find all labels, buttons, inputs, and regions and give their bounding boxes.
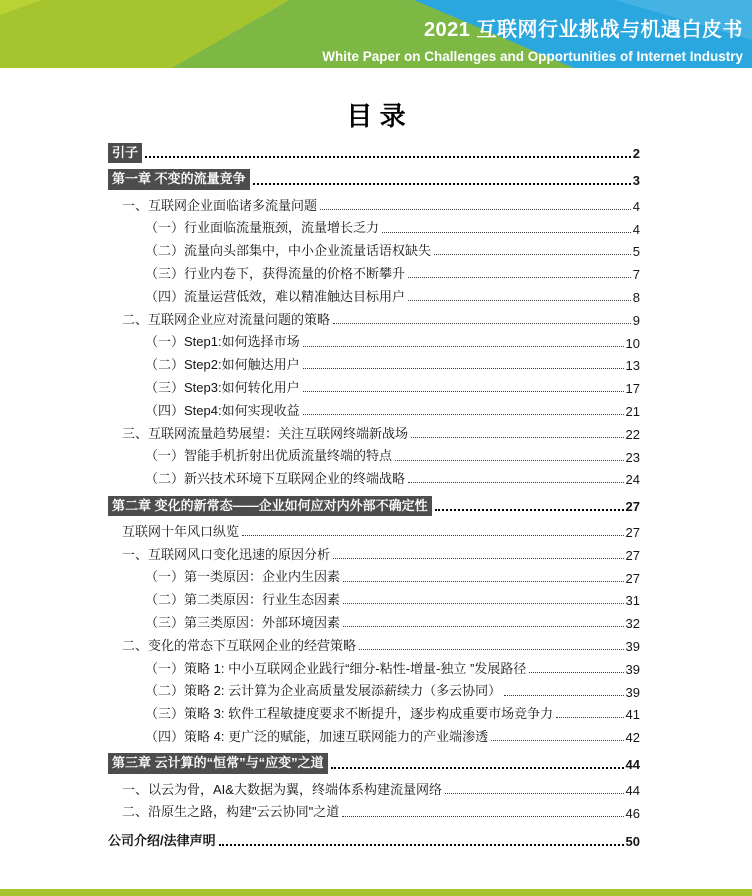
toc-entry-label: （二）第二类原因：行业生态因素	[145, 592, 341, 608]
toc-entry-label: 第一章 不变的流量竞争	[108, 169, 250, 189]
toc-entry-label: 二、变化的常态下互联网企业的经营策略	[122, 637, 357, 653]
dot-leader	[382, 232, 631, 233]
toc-entry[interactable]	[108, 493, 640, 516]
toc-entry-page: 44	[625, 782, 640, 798]
toc-entry-label: （三）策略 3: 软件工程敏捷度要求不断提升，逐步构成重要市场竞争力	[145, 706, 554, 722]
toc-entry-page: 5	[632, 244, 640, 260]
toc-entry[interactable]	[108, 610, 640, 633]
toc-list	[108, 137, 640, 851]
toc-entry-page: 2	[632, 146, 640, 162]
toc-entry[interactable]	[108, 800, 640, 823]
toc-entry-page: 31	[625, 593, 640, 609]
report-subtitle: White Paper on Challenges and Opportunities of Internet Industry	[322, 49, 743, 64]
toc-entry-page: 24	[625, 472, 640, 488]
toc-entry[interactable]	[108, 307, 640, 330]
toc-entry[interactable]	[108, 375, 640, 398]
dot-leader	[343, 626, 624, 627]
toc-entry-page: 39	[625, 684, 640, 700]
dot-leader	[445, 793, 624, 794]
toc-entry-page: 42	[625, 730, 640, 746]
toc-entry[interactable]	[108, 519, 640, 542]
toc-entry[interactable]	[108, 421, 640, 444]
toc-entry-label: （一）智能手机折射出优质流量终端的特点	[145, 448, 393, 464]
dot-leader	[395, 460, 624, 461]
toc-entry[interactable]	[108, 751, 640, 774]
toc-entry-page: 22	[625, 426, 640, 442]
dot-leader	[408, 300, 631, 301]
toc-entry-label: 互联网十年风口纵览	[122, 523, 240, 539]
toc-entry-label: 三、互联网流量趋势展望：关注互联网终端新战场	[122, 425, 409, 441]
toc-entry[interactable]	[108, 330, 640, 353]
toc-entry[interactable]	[108, 261, 640, 284]
footer-accent-bar	[0, 889, 752, 896]
toc-entry[interactable]	[108, 588, 640, 611]
dot-leader	[303, 346, 624, 347]
toc-entry-label: （一）第一类原因：企业内生因素	[145, 569, 341, 585]
dot-leader	[556, 717, 623, 718]
toc-entry[interactable]	[108, 193, 640, 216]
toc-entry-page: 3	[632, 172, 640, 188]
toc-entry[interactable]	[108, 679, 640, 702]
dot-leader	[253, 183, 631, 185]
toc-entry-label: 第三章 云计算的“恒常”与“应变”之道	[108, 753, 328, 773]
toc-entry-page: 27	[625, 547, 640, 563]
toc-entry[interactable]	[108, 239, 640, 262]
toc-page-title: 目 录	[346, 101, 406, 131]
dot-leader	[359, 649, 624, 650]
toc-entry[interactable]	[108, 216, 640, 239]
toc-entry-page: 39	[625, 639, 640, 655]
dot-leader	[333, 323, 631, 324]
toc-entry-page: 17	[625, 381, 640, 397]
toc-entry-page: 13	[625, 358, 640, 374]
toc-entry-label: 公司介绍/法律声明	[108, 833, 216, 849]
toc-entry-label: （三）第三类原因：外部环境因素	[145, 614, 341, 630]
toc-entry-label: （一）策略 1: 中小互联网企业践行“细分-粘性-增量-独立 ”发展路径	[145, 660, 527, 676]
header-text-block	[143, 0, 743, 64]
dot-leader	[303, 414, 624, 415]
toc-entry-label: （一）Step1:如何选择市场	[145, 334, 300, 350]
toc-entry-page: 27	[625, 525, 640, 541]
toc-entry-page: 7	[632, 267, 640, 283]
toc-entry-page: 44	[625, 756, 640, 772]
toc-entry-label: （二）流量向头部集中，中小企业流量话语权缺失	[145, 243, 432, 259]
toc-entry[interactable]	[108, 702, 640, 725]
toc-entry-label: （二）Step2:如何触达用户	[145, 357, 300, 373]
toc-entry-page: 46	[625, 805, 640, 821]
toc-entry[interactable]	[108, 353, 640, 376]
toc-entry[interactable]	[108, 444, 640, 467]
toc-entry-label: 二、互联网企业应对流量问题的策略	[122, 311, 331, 327]
dot-leader	[303, 391, 624, 392]
toc-entry[interactable]	[108, 141, 640, 164]
toc-entry-label: （四）策略 4: 更广泛的赋能，加速互联网能力的产业端渗透	[145, 728, 489, 744]
dot-leader	[320, 209, 631, 210]
toc-entry-label: 引子	[108, 143, 142, 163]
toc-entry-page: 50	[625, 834, 640, 850]
dot-leader	[435, 509, 624, 511]
toc-entry-label: （四）Step4:如何实现收益	[145, 402, 300, 418]
toc-entry[interactable]	[108, 542, 640, 565]
dot-leader	[333, 558, 624, 559]
toc-entry[interactable]	[108, 284, 640, 307]
toc-entry[interactable]	[108, 467, 640, 490]
toc-entry-page: 41	[625, 707, 640, 723]
toc-entry-page: 32	[625, 616, 640, 632]
toc-entry-page: 9	[632, 312, 640, 328]
toc-entry-label: 一、互联网企业面临诸多流量问题	[122, 197, 318, 213]
toc-entry-label: （三）Step3:如何转化用户	[145, 380, 300, 396]
toc-entry-page: 27	[625, 570, 640, 586]
toc-entry-label: 第二章 变化的新常态——企业如何应对内外部不确定性	[108, 496, 432, 516]
toc-entry[interactable]	[108, 656, 640, 679]
dot-leader	[303, 368, 624, 369]
toc-entry[interactable]	[108, 829, 640, 852]
dot-leader	[529, 672, 623, 673]
toc-entry-page: 39	[625, 661, 640, 677]
dot-leader	[331, 767, 624, 769]
report-title: 2021 互联网行业挑战与机遇白皮书	[423, 19, 743, 41]
toc-entry[interactable]	[108, 167, 640, 190]
toc-entry-label: （一）行业面临流量瓶颈，流量增长乏力	[145, 220, 380, 236]
dot-leader	[408, 482, 624, 483]
toc-entry-page: 27	[625, 498, 640, 514]
dot-leader	[434, 254, 631, 255]
toc-entry-page: 8	[632, 290, 640, 306]
toc-entry-page: 10	[625, 335, 640, 351]
toc-entry-label: （二）策略 2: 云计算为企业高质量发展添薪续力（多云协同）	[145, 683, 502, 699]
dot-leader	[342, 816, 623, 817]
toc-entry[interactable]	[108, 777, 640, 800]
toc-entry-label: （四）流量运营低效，难以精准触达目标用户	[145, 288, 406, 304]
toc-entry-label: （三）行业内卷下，获得流量的价格不断攀升	[145, 266, 406, 282]
toc-entry[interactable]	[108, 724, 640, 747]
toc-entry[interactable]	[108, 633, 640, 656]
toc-entry-label: 一、互联网风口变化迅速的原因分析	[122, 546, 331, 562]
dot-leader	[408, 277, 631, 278]
toc-entry[interactable]	[108, 398, 640, 421]
dot-leader	[242, 535, 624, 536]
toc-entry-page: 4	[632, 221, 640, 237]
toc-entry-label: 一、以云为骨，AI&大数据为翼，终端体系构建流量网络	[122, 781, 442, 797]
toc-entry[interactable]	[108, 565, 640, 588]
toc-entry-page: 23	[625, 449, 640, 465]
toc-entry-page: 4	[632, 198, 640, 214]
header-banner	[0, 0, 752, 68]
toc-entry-label: （二）新兴技术环境下互联网企业的终端战略	[145, 471, 406, 487]
dot-leader	[219, 844, 624, 846]
dot-leader	[491, 740, 623, 741]
dot-leader	[343, 603, 624, 604]
dot-leader	[145, 156, 631, 158]
toc-entry-label: 二、沿原生之路，构建"云云协同"之道	[122, 804, 340, 820]
toc-entry-page: 21	[625, 404, 640, 420]
dot-leader	[411, 437, 624, 438]
dot-leader	[343, 581, 624, 582]
dot-leader	[504, 695, 623, 696]
